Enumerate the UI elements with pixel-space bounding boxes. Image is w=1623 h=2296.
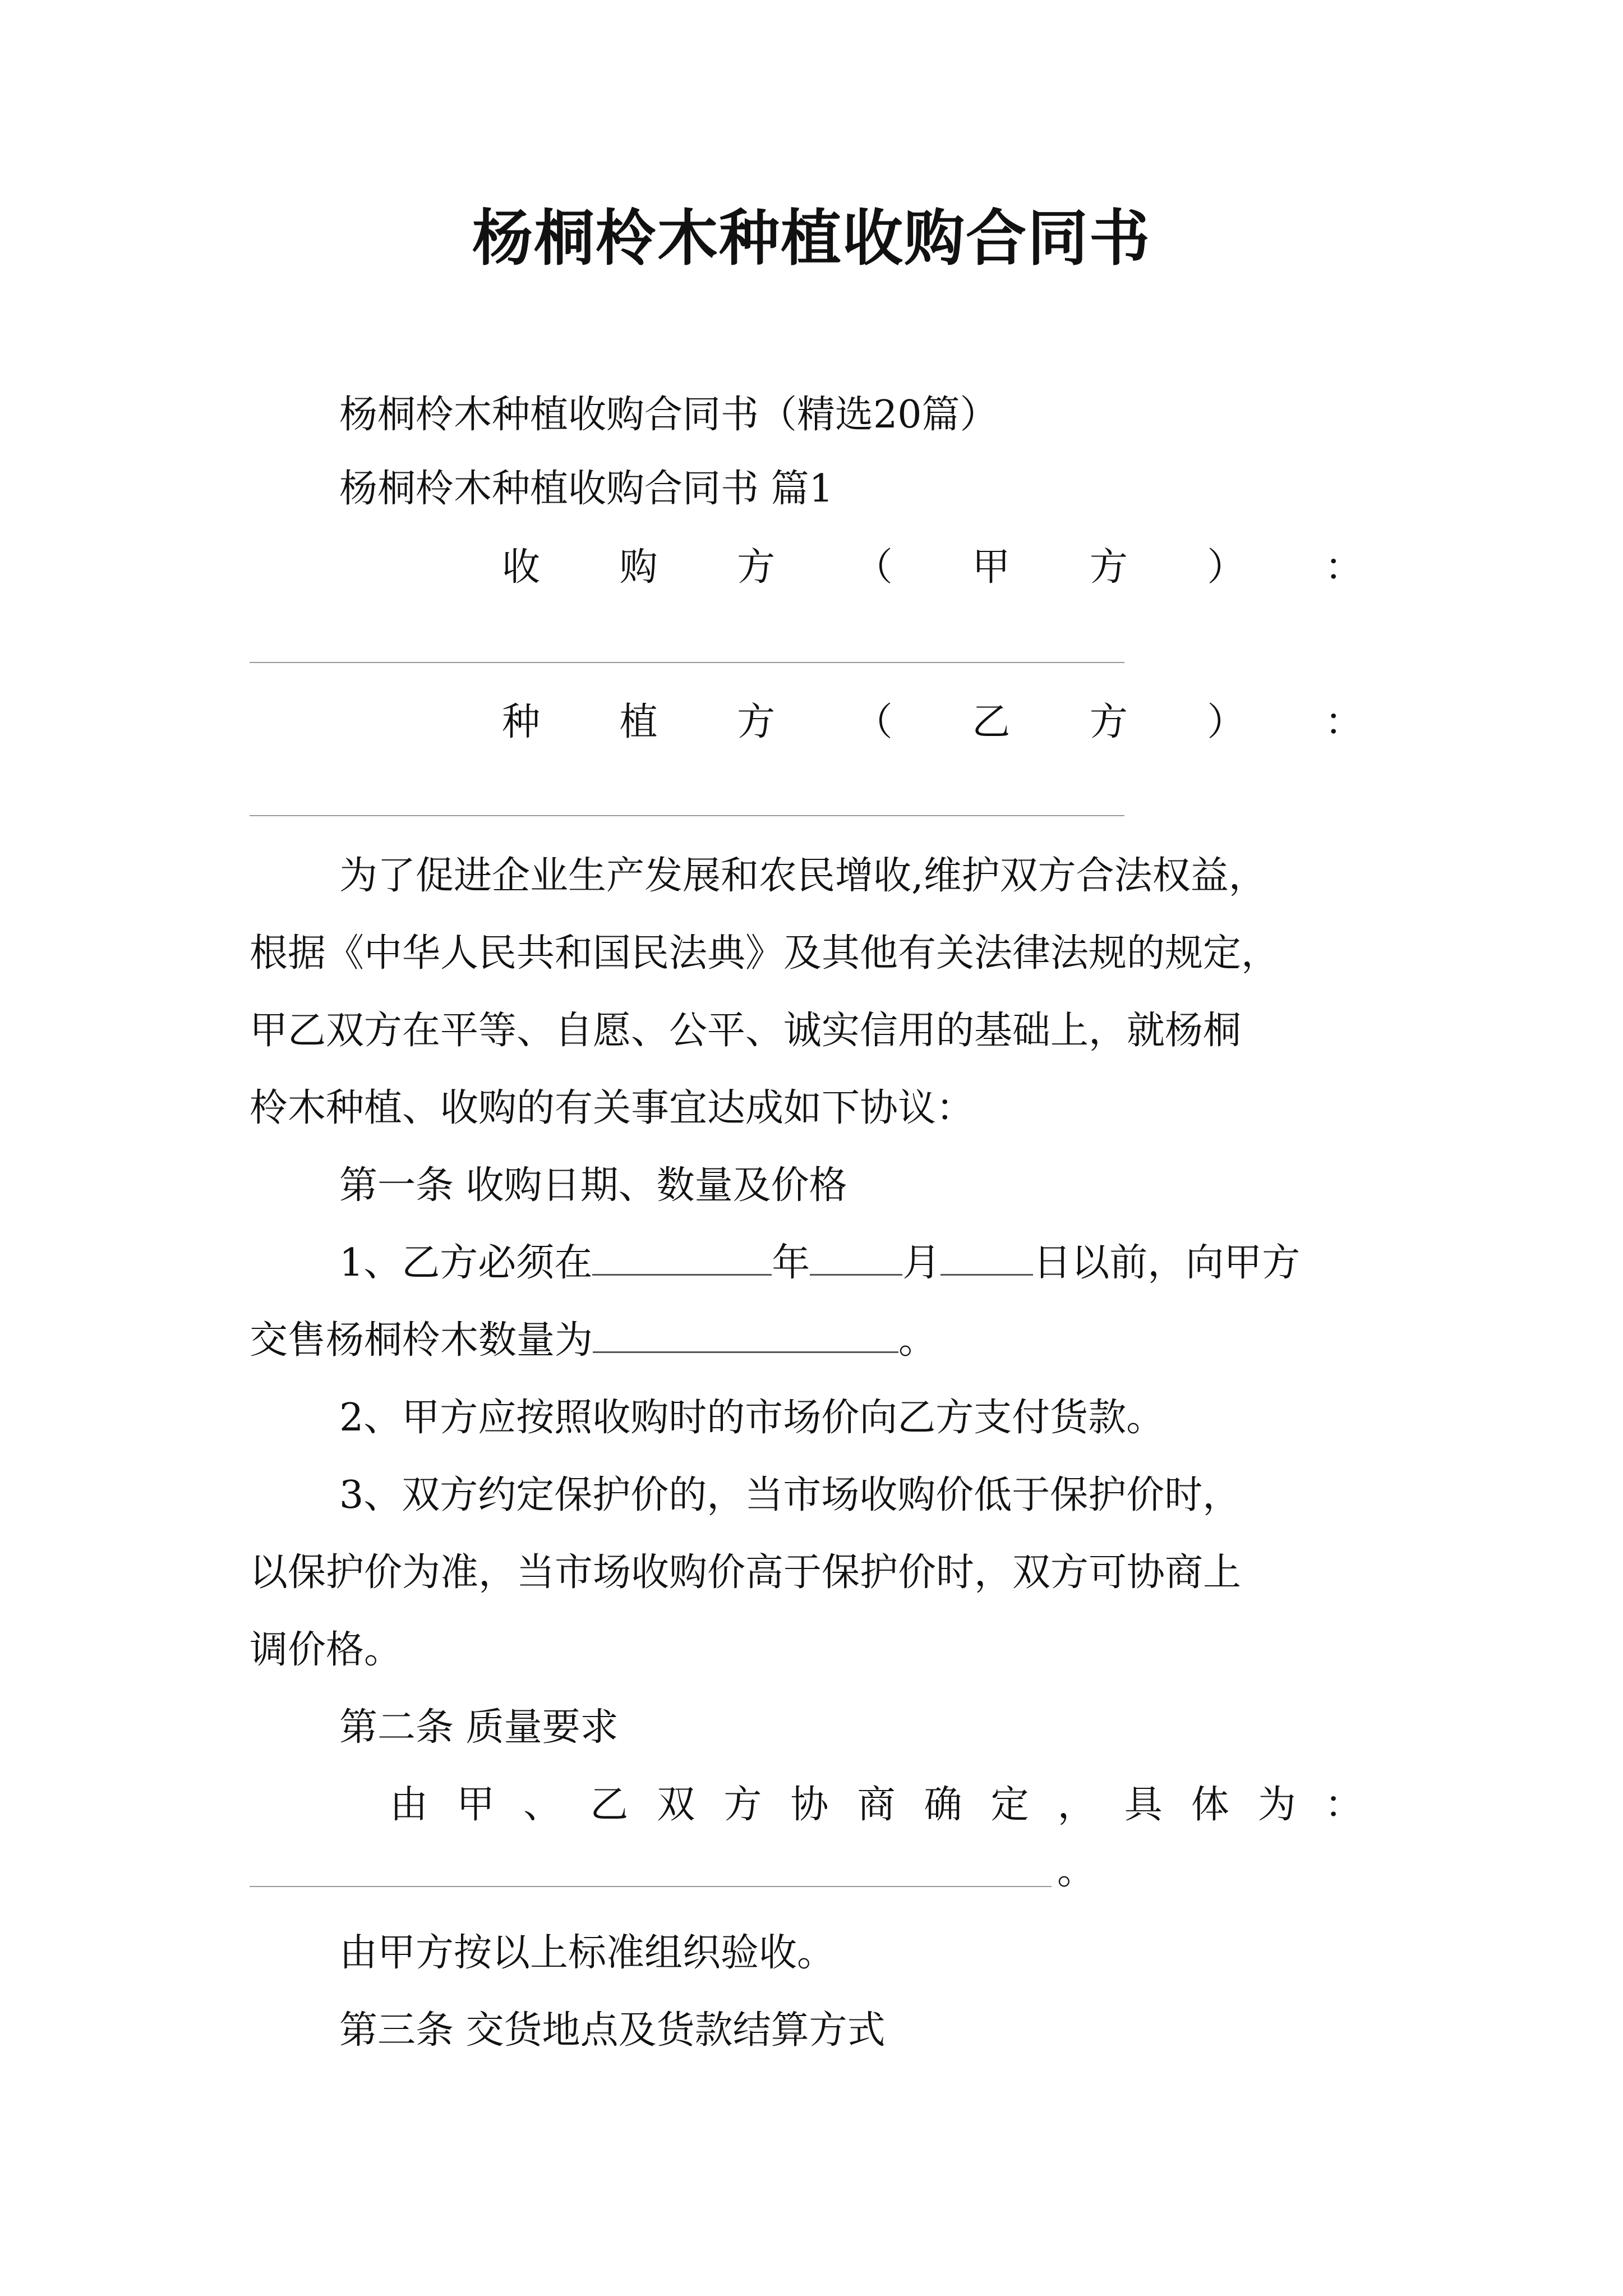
article1-item1-line1: 1、乙方必须在 年 月 日以前，向甲方	[339, 1241, 1301, 1285]
intro-line-2: 根据《中华人民共和国民法典》及其他有关法律法规的规定，	[250, 931, 1280, 976]
article1-item3-line1: 3、双方约定保护价的，当市场收购价低于保护价时，	[339, 1473, 1241, 1517]
article2-acceptance: 由甲方按以上标准组织验收。	[339, 1931, 836, 1975]
section-heading: 杨桐柃木种植收购合同书 篇1	[339, 467, 833, 511]
document-subtitle: 杨桐柃木种植收购合同书（精选20篇）	[339, 393, 998, 437]
article3-heading: 第三条 交货地点及货款结算方式	[339, 2008, 886, 2053]
party-b-fill-line[interactable]	[250, 815, 1124, 816]
quantity-blank[interactable]	[593, 1319, 898, 1353]
document-title: 杨桐柃木种植收购合同书	[472, 203, 1151, 274]
quality-end: 。	[1057, 1849, 1096, 1893]
article1-item2: 2、甲方应按照收购时的市场价向乙方支付货款。	[339, 1396, 1165, 1440]
party-b-label: 种 植 方 （ 乙 方 ） ：	[502, 700, 1363, 744]
quality-fill-line[interactable]	[250, 1886, 1052, 1887]
article1-heading: 第一条 收购日期、数量及价格	[339, 1163, 847, 1208]
intro-line-3: 甲乙双方在平等、自愿、公平、诚实信用的基础上，就杨桐	[250, 1009, 1242, 1053]
year-blank[interactable]	[592, 1241, 772, 1276]
intro-line-1: 为了促进企业生产发展和农民增收,维护双方合法权益，	[339, 854, 1267, 898]
article1-item1-line2: 交售杨桐柃木数量为 。	[250, 1318, 937, 1363]
article2-heading: 第二条 质量要求	[339, 1705, 619, 1750]
intro-line-4: 柃木种植、收购的有关事宜达成如下协议：	[250, 1086, 975, 1130]
day-blank[interactable]	[940, 1241, 1033, 1276]
party-a-fill-line[interactable]	[250, 662, 1124, 663]
article1-item3-line2: 以保护价为准，当市场收购价高于保护价时，双方可协商上	[250, 1550, 1242, 1595]
article2-detail: 由 甲 、 乙 双 方 协 商 确 定 ， 具 体 为 ：	[390, 1783, 1363, 1827]
month-blank[interactable]	[810, 1241, 902, 1276]
article1-item3-line3: 调价格。	[250, 1628, 403, 1672]
party-a-label: 收 购 方 （ 甲 方 ） ：	[502, 545, 1363, 590]
